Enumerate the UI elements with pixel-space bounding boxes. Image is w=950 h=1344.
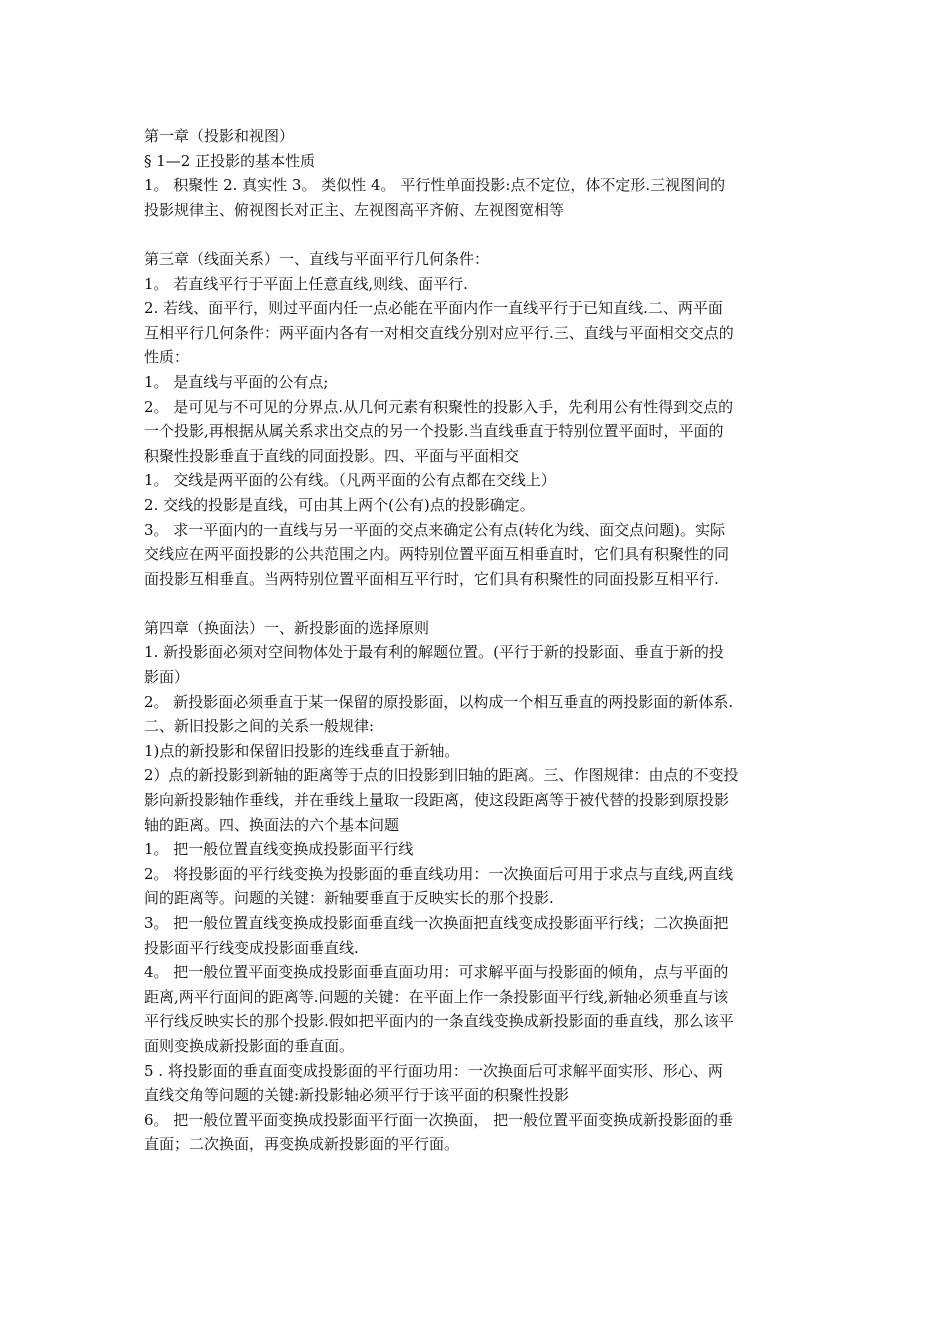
paragraph-gap [144,222,810,247]
chapter-4-line: 1。 把一般位置直线变换成投影面平行线 [144,840,414,859]
chapter-4-line: 直面；二次换面，再变换成新投影面的平行面。 [144,1135,460,1154]
chapter-4-line: 3。 把一般位置直线变换成投影面垂直线一次换面把直线变成投影面平行线；二次换面把 [144,914,729,932]
chapter-4-line: 间的距离等。问题的关键：新轴要垂直于反映实长的那个投影. [144,889,554,908]
chapter-3-line: 1。 交线是两平面的公有线。（凡两平面的公有点都在交线上） [144,471,556,490]
chapter-4-line: 5 . 将投影面的垂直面变成投影面的平行面功用：一次换面后可求解平面实形、形心、两 [144,1061,723,1080]
chapter-3-line: 1。 若直线平行于平面上任意直线,则线、面平行. [144,274,468,293]
chapter-1-line: § 1—2 正投影的基本性质 [144,151,316,170]
chapter-4-title: 第四章（换面法）一、新投影面的选择原则 [144,618,430,637]
chapter-4-line: 2。 新投影面必须垂直于某一保留的原投影面，以构成一个相互垂直的两投影面的新体系. [144,692,734,711]
chapter-3-line: 2. 交线的投影是直线，可由其上两个(公有)点的投影确定。 [144,495,535,514]
chapter-4-line: 轴的距离。四、换面法的六个基本问题 [144,815,400,834]
chapter-3-line: 一个投影,再根据从属关系求出交点的另一个投影.当直线垂直于特别位置平面时，平面的 [144,422,724,441]
chapter-1-line: 1。 积聚性 2. 真实性 3。 类似性 4。 平行性单面投影:点不定位，体不定形.三视图间的 [144,176,726,195]
chapter-3-line: 积聚性投影垂直于直线的同面投影。四、平面与平面相交 [144,446,520,465]
chapter-3-title: 第三章（线面关系）一、直线与平面平行几何条件： [144,249,490,268]
chapter-4-line: 平行线反映实长的那个投影.假如把平面内的一条直线变换成新投影面的垂直线，那么该平 [144,1012,734,1031]
chapter-3-line: 交线应在两平面投影的公共范围之内。两特别位置平面互相垂直时，它们具有积聚性的同 [144,545,730,564]
chapter-4-line: 距离,两平行面间的距离等.问题的关键：在平面上作一条投影面平行线,新轴必须垂直与该 [144,987,729,1006]
chapter-4-line: 影向新投影轴作垂线，并在垂线上量取一段距离，使这段距离等于被代替的投影到原投影 [144,791,730,810]
paragraph-gap [144,591,810,616]
chapter-4-line: 直线交角等问题的关键:新投影轴必须平行于该平面的积聚性投影 [144,1086,570,1105]
chapter-4-line: 2）点的新投影到新轴的距离等于点的旧投影到旧轴的距离。三、作图规律：由点的不变投 [144,766,739,785]
chapter-3-line: 2。 是可见与不可见的分界点.从几何元素有积聚性的投影入手，先利用公有性得到交点的 [144,397,734,416]
chapter-4-line: 二、新旧投影之间的关系一般规律: [144,717,375,736]
chapter-4-line: 1. 新投影面必须对空间物体处于最有利的解题位置。(平行于新的投影面、垂直于新的投 [144,643,724,662]
document-body [144,124,810,1157]
chapter-3-line: 性质： [144,348,190,367]
chapter-4-line: 面则变换成新投影面的垂直面。 [144,1036,355,1055]
chapter-1-title: 第一章（投影和视图） [144,127,295,145]
chapter-3-line: 3。 求一平面内的一直线与另一平面的交点来确定公有点(转化为线、面交点问题)。实际 [144,520,726,539]
chapter-4-line: 投影面平行线变成投影面垂直线. [144,938,359,957]
chapter-3-line: 面投影互相垂直。当两特别位置平面相互平行时，它们具有积聚性的同面投影互相平行. [144,569,719,588]
chapter-4-line: 2。 将投影面的平行线变换为投影面的垂直线功用：一次换面后可用于求点与直线,两直线 [144,864,734,883]
chapter-3-line: 互相平行几何条件：两平面内各有一对相交直线分别对应平行.三、直线与平面相交交点的 [144,323,734,342]
chapter-4-line: 1)点的新投影和保留旧投影的连线垂直于新轴。 [144,741,460,760]
chapter-3-line: 1。 是直线与平面的公有点; [144,372,329,391]
chapter-1-line: 投影规律主、俯视图长对正主、左视图高平齐俯、左视图宽相等 [144,200,565,219]
chapter-3-line: 2. 若线、面平行，则过平面内任一点必能在平面内作一直线平行于已知直线.二、两平面 [144,299,723,318]
chapter-4-line: 6。 把一般位置平面变换成投影面平行面一次换面， 把一般位置平面变换成新投影面的垂 [144,1110,734,1129]
chapter-4-line: 影面） [144,668,190,687]
chapter-4-line: 4。 把一般位置平面变换成投影面垂直面功用：可求解平面与投影面的倾角，点与平面的 [144,963,729,982]
